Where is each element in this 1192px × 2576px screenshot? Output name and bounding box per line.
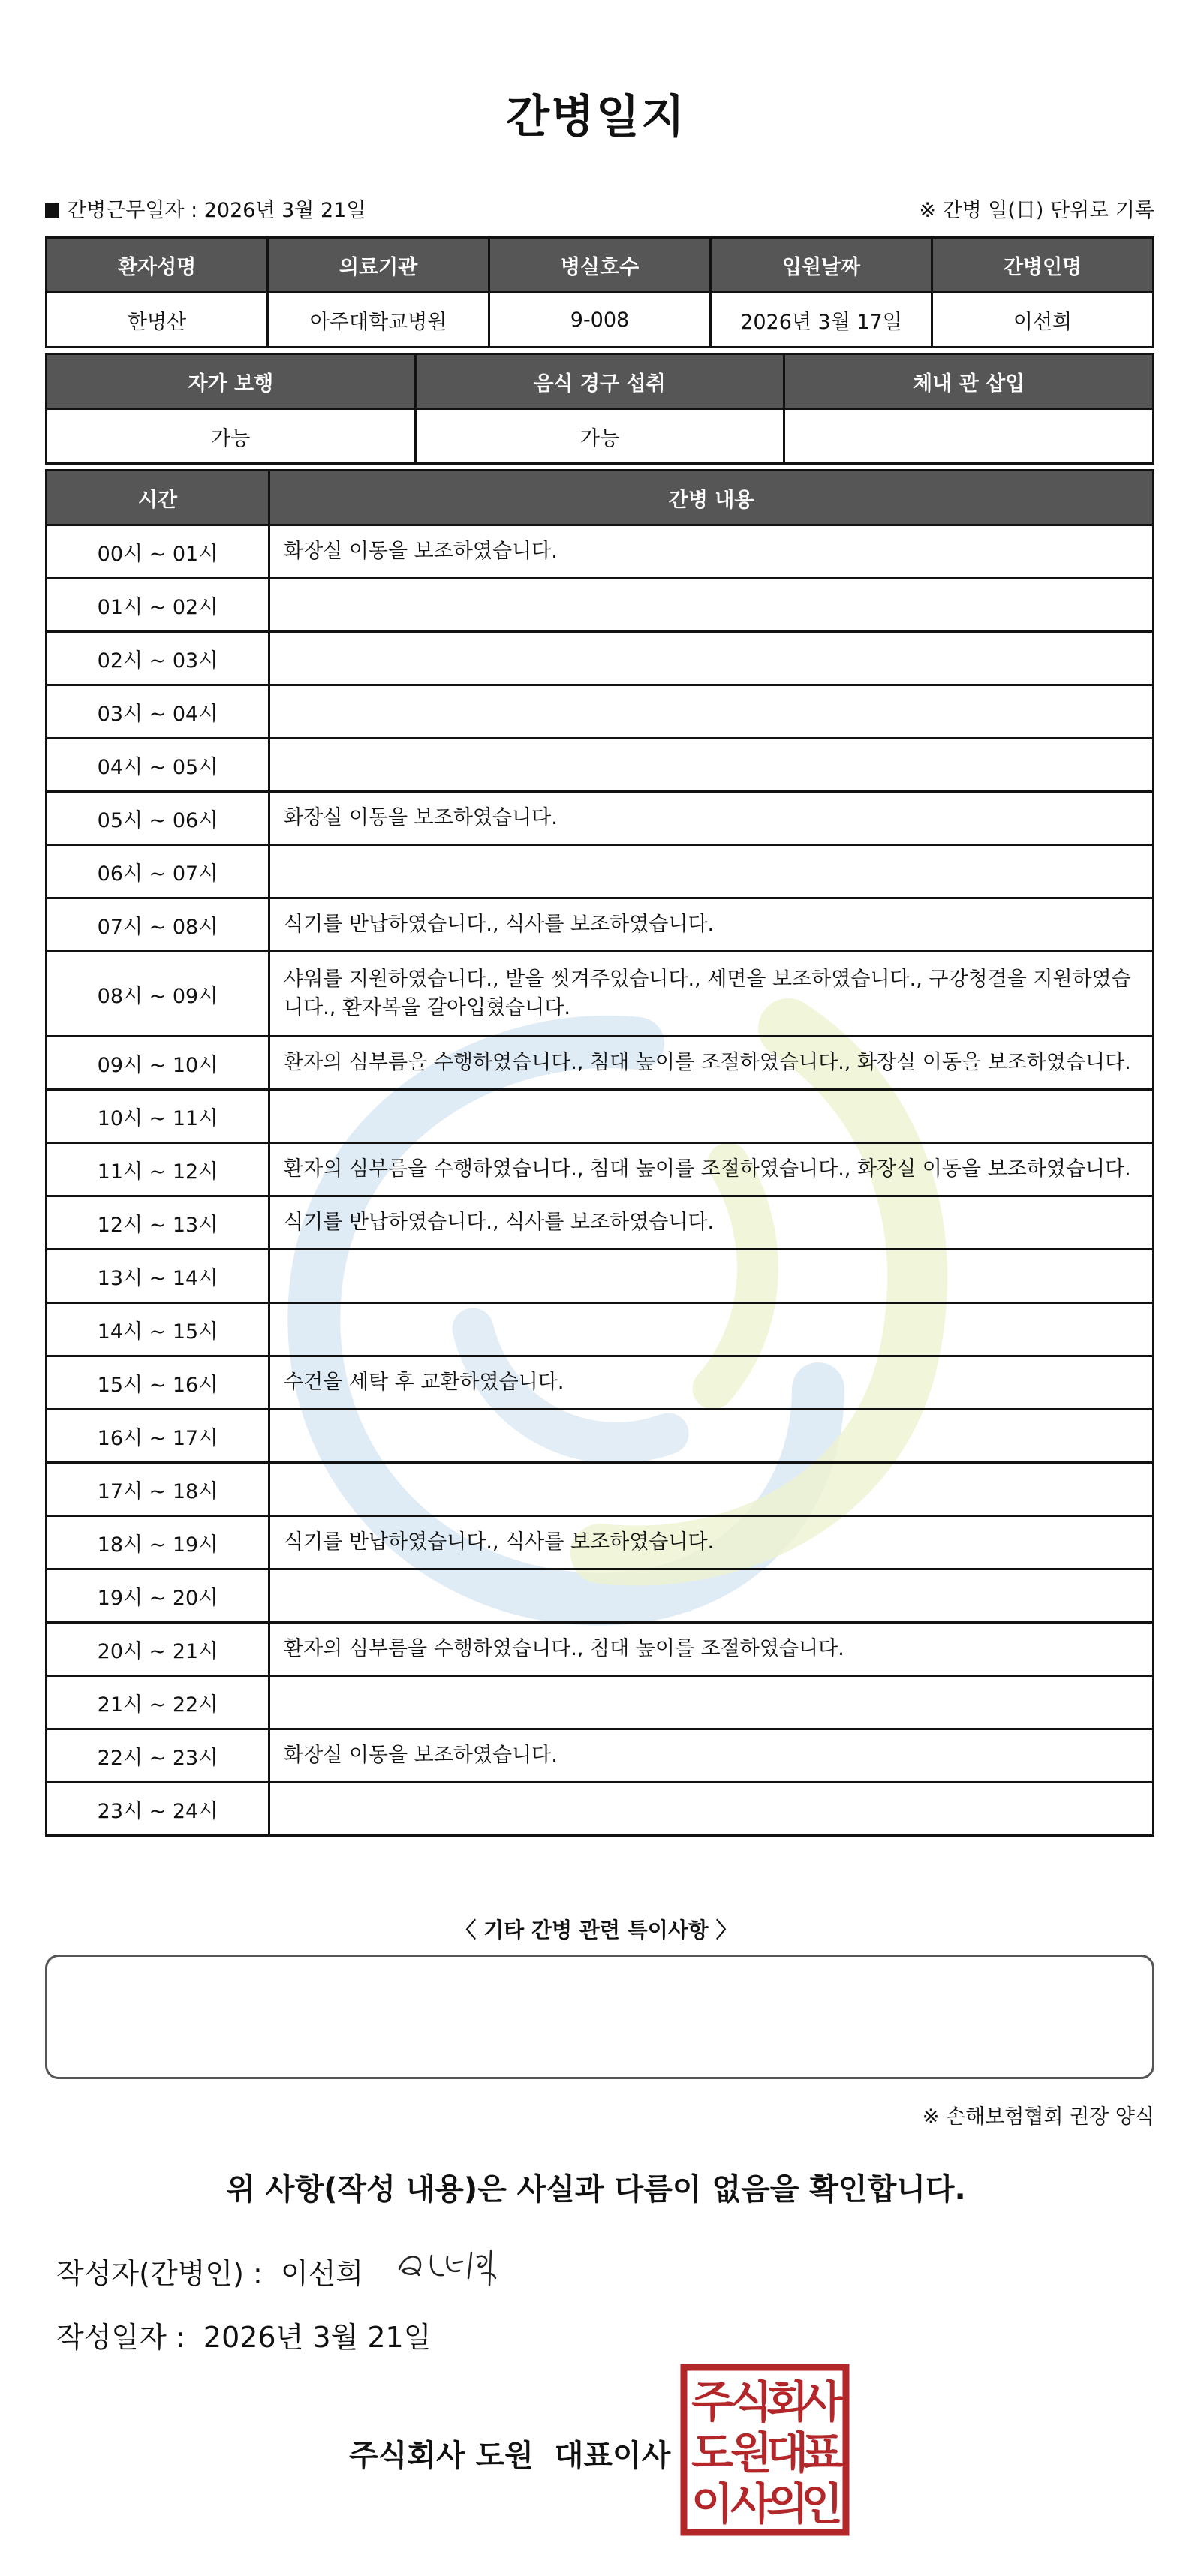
time-cell: 02시 ~ 03시 <box>47 632 269 685</box>
content-cell: 환자의 심부름을 수행하였습니다., 침대 높이를 조절하였습니다., 화장실 이동을 보조하였습니다. <box>269 1037 1154 1090</box>
svg-text:사: 사 <box>800 2376 844 2427</box>
table-row <box>47 792 1154 845</box>
content-cell: 화장실 이동을 보조하였습니다. <box>269 1729 1154 1783</box>
content-cell: 수건을 세탁 후 교환하였습니다. <box>269 1356 1154 1410</box>
time-cell: 08시 ~ 09시 <box>47 952 269 1037</box>
svg-text:인: 인 <box>800 2478 844 2529</box>
table-row <box>47 1037 1154 1090</box>
header-hospital: 의료기관 <box>268 238 489 293</box>
header-room: 병실호수 <box>489 238 711 293</box>
table-row <box>47 952 1154 1037</box>
work-date <box>45 194 366 223</box>
time-cell: 06시 ~ 07시 <box>47 845 269 898</box>
table-row <box>47 1783 1154 1836</box>
patient-status-table <box>45 353 1154 465</box>
care-log-table <box>45 469 1154 1837</box>
header-oral-intake: 음식 경구 섭취 <box>415 354 784 409</box>
svg-text:식: 식 <box>730 2376 773 2427</box>
header-care-content: 간병 내용 <box>269 471 1154 525</box>
time-cell: 01시 ~ 02시 <box>47 579 269 632</box>
patient-name: 한명산 <box>47 293 268 348</box>
table-row <box>47 525 1154 579</box>
time-cell: 16시 ~ 17시 <box>47 1410 269 1463</box>
content-cell: 환자의 심부름을 수행하였습니다., 침대 높이를 조절하였습니다. <box>269 1623 1154 1676</box>
written-date-line <box>56 2314 431 2355</box>
table-row <box>47 1090 1154 1143</box>
writer-label: 작성자(간병인) : <box>56 2257 263 2290</box>
content-cell: 샤워를 지원하였습니다., 발을 씻겨주었습니다., 세면을 보조하였습니다., 구강청결을 지원하였습니다., 환자복을 갈아입혔습니다. <box>269 952 1154 1037</box>
content-cell <box>269 845 1154 898</box>
content-cell <box>269 1303 1154 1356</box>
content-cell <box>269 632 1154 685</box>
written-date-value: 2026년 3월 21일 <box>203 2321 432 2354</box>
content-cell: 식기를 반납하였습니다., 식사를 보조하였습니다. <box>269 1196 1154 1250</box>
content-cell <box>269 1090 1154 1143</box>
table-row <box>47 1196 1154 1250</box>
company-signature <box>349 2432 670 2475</box>
table-row <box>47 1676 1154 1729</box>
special-notes-title: 〈 기타 간병 관련 특이사항 〉 <box>455 1918 737 1943</box>
svg-text:이: 이 <box>691 2478 734 2529</box>
writer-line <box>56 2250 363 2292</box>
table-row <box>47 579 1154 632</box>
company-seal-icon <box>679 2363 850 2537</box>
svg-text:의: 의 <box>766 2478 809 2529</box>
svg-text:주: 주 <box>691 2376 734 2427</box>
tube-value <box>784 409 1154 464</box>
header-caregiver-name: 간병인명 <box>932 238 1154 293</box>
time-cell: 21시 ~ 22시 <box>47 1676 269 1729</box>
confirmation-statement: 위 사항(작성 내용)은 사실과 다름이 없음을 확인합니다. <box>226 2172 966 2207</box>
svg-text:표: 표 <box>800 2427 844 2478</box>
content-cell <box>269 1410 1154 1463</box>
table-row <box>47 898 1154 952</box>
content-cell: 식기를 반납하였습니다., 식사를 보조하였습니다. <box>269 1516 1154 1569</box>
svg-text:회: 회 <box>766 2376 809 2427</box>
walking-value: 가능 <box>47 409 416 464</box>
content-cell: 화장실 이동을 보조하였습니다. <box>269 792 1154 845</box>
unit-note: ※ 간병 일(日) 단위로 기록 <box>919 199 1154 222</box>
table-row <box>47 1516 1154 1569</box>
table-row <box>47 1303 1154 1356</box>
meta-row <box>45 194 1154 224</box>
writer-name: 이선희 <box>280 2257 364 2290</box>
time-cell: 11시 ~ 12시 <box>47 1143 269 1196</box>
content-cell <box>269 1676 1154 1729</box>
hospital: 아주대학교병원 <box>268 293 489 348</box>
content-cell: 화장실 이동을 보조하였습니다. <box>269 525 1154 579</box>
square-bullet-icon <box>45 203 59 218</box>
header-admission-date: 입원날짜 <box>711 238 932 293</box>
caregiver-name: 이선희 <box>932 293 1154 348</box>
content-cell: 식기를 반납하였습니다., 식사를 보조하였습니다. <box>269 898 1154 952</box>
page-title: 간병일지 <box>506 91 686 143</box>
handwritten-signature-icon <box>390 2240 518 2293</box>
time-cell: 04시 ~ 05시 <box>47 739 269 792</box>
svg-text:도: 도 <box>691 2427 734 2478</box>
time-cell: 20시 ~ 21시 <box>47 1623 269 1676</box>
special-notes-box <box>45 1955 1154 2079</box>
time-cell: 12시 ~ 13시 <box>47 1196 269 1250</box>
time-cell: 14시 ~ 15시 <box>47 1303 269 1356</box>
time-cell: 09시 ~ 10시 <box>47 1037 269 1090</box>
table-row <box>47 1143 1154 1196</box>
time-cell: 10시 ~ 11시 <box>47 1090 269 1143</box>
table-row <box>47 632 1154 685</box>
written-date-label: 작성일자 : <box>56 2321 185 2354</box>
table-row <box>47 1729 1154 1783</box>
time-cell: 07시 ~ 08시 <box>47 898 269 952</box>
table-row <box>47 739 1154 792</box>
company-title: 대표이사 <box>554 2439 671 2473</box>
work-date-label: 간병근무일자 : 2026년 3월 21일 <box>67 199 366 222</box>
oral-intake-value: 가능 <box>415 409 784 464</box>
table-row <box>47 1250 1154 1303</box>
header-walking: 자가 보행 <box>47 354 416 409</box>
header-patient-name: 환자성명 <box>47 238 268 293</box>
time-cell: 15시 ~ 16시 <box>47 1356 269 1410</box>
time-cell: 13시 ~ 14시 <box>47 1250 269 1303</box>
time-cell: 23시 ~ 24시 <box>47 1783 269 1836</box>
header-tube: 체내 관 삽입 <box>784 354 1154 409</box>
time-cell: 00시 ~ 01시 <box>47 525 269 579</box>
admission-date: 2026년 3월 17일 <box>711 293 932 348</box>
time-cell: 19시 ~ 20시 <box>47 1569 269 1623</box>
svg-text:사: 사 <box>730 2478 773 2529</box>
time-cell: 17시 ~ 18시 <box>47 1463 269 1516</box>
content-cell: 환자의 심부름을 수행하였습니다., 침대 높이를 조절하였습니다., 화장실 이동을 보조하였습니다. <box>269 1143 1154 1196</box>
table-row <box>47 845 1154 898</box>
time-cell: 05시 ~ 06시 <box>47 792 269 845</box>
time-cell: 18시 ~ 19시 <box>47 1516 269 1569</box>
svg-text:원: 원 <box>730 2427 773 2478</box>
room-number: 9-008 <box>489 293 711 348</box>
content-cell <box>269 1569 1154 1623</box>
content-cell <box>269 1250 1154 1303</box>
table-row <box>47 685 1154 739</box>
company-name: 주식회사 도원 <box>349 2439 534 2473</box>
patient-info-table <box>45 236 1154 348</box>
time-cell: 22시 ~ 23시 <box>47 1729 269 1783</box>
header-time: 시간 <box>47 471 269 525</box>
content-cell <box>269 1463 1154 1516</box>
table-row <box>47 1356 1154 1410</box>
table-row <box>47 1463 1154 1516</box>
svg-text:대: 대 <box>766 2427 809 2478</box>
table-row <box>47 1623 1154 1676</box>
recommend-note: ※ 손해보험협회 권장 양식 <box>922 2105 1154 2129</box>
time-cell: 03시 ~ 04시 <box>47 685 269 739</box>
table-row <box>47 1569 1154 1623</box>
content-cell <box>269 685 1154 739</box>
content-cell <box>269 579 1154 632</box>
content-cell <box>269 739 1154 792</box>
table-row <box>47 1410 1154 1463</box>
content-cell <box>269 1783 1154 1836</box>
